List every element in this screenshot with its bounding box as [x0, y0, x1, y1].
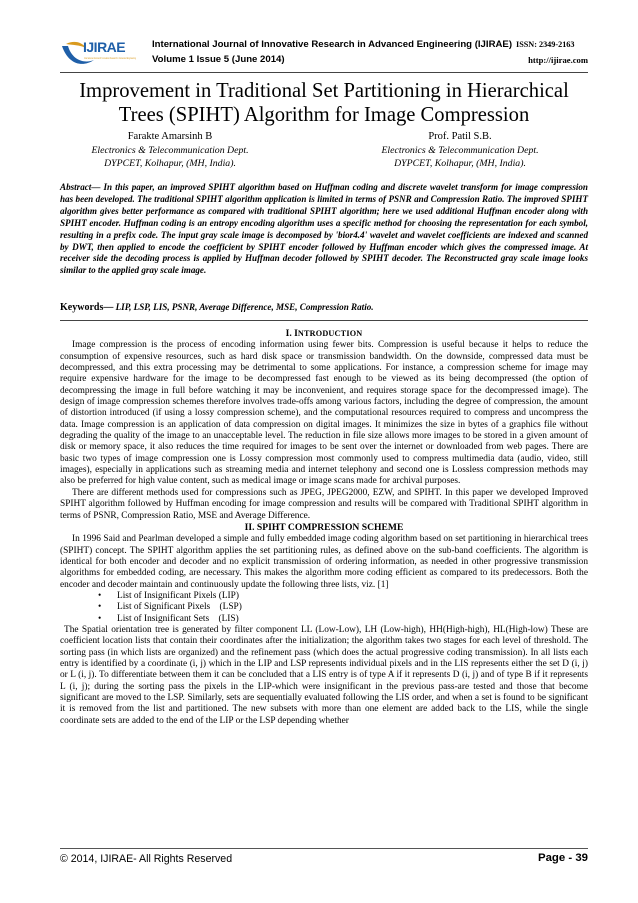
- list-item: [98, 614, 588, 625]
- abstract: [60, 182, 588, 277]
- list-item: [98, 591, 588, 602]
- journal-volume: Volume 1 Issue 5 (June 2014): [152, 54, 285, 65]
- abstract-text: In this paper, an improved SPIHT algorithm based on Huffman coding and discrete wavelet transform for image compression has been developed. The traditional SPIHT algorithm application is limited in terms of PSNR and Compression Ratio. The improved SPIHT algorithm gives better performance as compared with traditional SPIHT algorithm; here we used additional Huffman encoder along with SPIHT encoder. Huffman coding is an entropy encoding algorithm uses a specific method for choosing the representation for each symbol, resulting in a prefix code. The input gray scale image is decomposed by 'bior4.4' wavelet and wavelet coefficients are indexed and scanned by DWT, then applied to encode the coefficient by SPIHT encoder followed by Huffman encoder which gives the compressed image. At receiver side the decoding process is applied by Huffman decoder followed by SPIHT decoder. The Reconstructed gray scale image looks similar to the applied gray scale image.: [60, 182, 588, 276]
- author-dept: Electronics & Telecommunication Dept.: [381, 144, 539, 156]
- footer-page-number: Page - 39: [537, 852, 588, 864]
- list-item-text: List of Insignificant Pixels (LIP): [117, 590, 239, 601]
- journal-title: [152, 39, 574, 50]
- author-name: Prof. Patil S.B.: [428, 131, 492, 142]
- spiht-paragraph-1: In 1996 Said and Pearlman developed a simple and fully embedded image coding algorithm based on set partitioning in hierarchical trees (SPIHT) concept. The SPIHT algorithm applies the set partitioning rules, as defined above on the sub-band coefficients. The algorithm is identical for both encoder and decoder and no explicit transmission of ordering information, as needed in other progressive transmission algorithms for embedded coding, are necessary. This makes the algorithm more coding efficient as compared to its predecessors. Both the encoder and decoder maintain and continuously update the following three lists, viz. [1]: [60, 534, 588, 590]
- author-institution: DYPCET, Kolhapur, (MH, India).: [394, 158, 526, 170]
- bullet-icon: •: [98, 590, 102, 601]
- section-heading-spiht: II. SPIHT COMPRESSION SCHEME: [244, 521, 404, 533]
- journal-name: International Journal of Innovative Research in Advanced Engineering (IJIRAE): [152, 39, 513, 50]
- logo-text: IJIRAE: [83, 39, 126, 55]
- author-name: Farakte Amarsinh B: [127, 131, 213, 142]
- author-institution: DYPCET, Kolhapur, (MH, India).: [104, 158, 236, 170]
- author-block-2: [340, 130, 580, 171]
- section-title-rest: NTRODUCTION: [297, 329, 363, 338]
- footer-copyright: © 2014, IJIRAE- All Rights Reserved: [60, 853, 233, 865]
- bullet-icon: •: [98, 613, 102, 624]
- paper-body: [60, 328, 588, 727]
- keywords-text: LIP, LSP, LIS, PSNR, Average Difference, MSE, Compression Ratio.: [113, 302, 374, 312]
- section-title-initial: I: [294, 328, 298, 339]
- header-divider: [60, 72, 588, 73]
- author-block-1: [50, 130, 290, 171]
- intro-paragraph-2: There are different methods used for compressions such as JPEG, JPEG2000, EZW, and SPIHT. In this paper we developed Improved SPIHT algorithm followed by Huffman encoding for image compression and results will be compared with Traditional SPIHT algorithm in terms of PSNR, Compression Ratio, MSE and Average Difference.: [60, 487, 588, 521]
- footer-divider: [60, 848, 588, 849]
- journal-header: [60, 38, 588, 70]
- intro-paragraph-1: Image compression is the process of encoding information using fewer bits. Compression is useful because it helps to reduce the consumption of expensive resources, such as hard disk space or transmission bandwidth. On the downside, compressed data must be decompressed, and this extra processing may be detrimental to some applications. For instance, a compression scheme for image may require expensive hardware for the image to be decompressed fast enough to be viewed as its being decompressed (the option of decompressing the image in full before watching it may be inconvenient, and requires storage space for the decompressed image). The design of image compression schemes therefore involves trade-offs among various factors, including the degree of compression, the amount of distortion introduced (if using a lossy compression scheme), and the computational resources required to compress and uncompress the data. Image compression is an application of data compression on digital images. It minimizes the size in bytes of a graphics file without degrading the quality of the image to an unacceptable level. The reduction in file size allows more images to be stored in a given amount of disk or memory space, it also reduces the time required for images to be sent over the internet or downloaded from web pages. There are basic two types of image compression one is Lossy compression most commonly used to compress multimedia data (audio, video, still images), especially in applications such as streaming media and internet telephony and second one is Lossless compression methods may also be preferred for high value content, such as medical image or image scans made for archival purposes.: [60, 340, 588, 487]
- author-dept: Electronics & Telecommunication Dept.: [91, 144, 249, 156]
- journal-issn: ISSN: 2349-2163: [516, 40, 575, 49]
- keywords-label: Keywords—: [60, 302, 114, 313]
- section-number: I.: [285, 328, 295, 339]
- logo-subtitle: International Journal of Innovative Research in Advanced Engineering: [84, 57, 165, 60]
- spiht-paragraph-2: The Spatial orientation tree is generated by filter component LL (Low-Low), LH (Low-high), HH(High-high), HL(High-low) These are coefficient location lists that contain their coordinates after the initialization; the algorithm takes two stages for each level of threshold. The sorting pass (in which lists are organized) and the refinement pass (which does the actual progressive coding transmission). In all lists each entry is identified by a coordinate (i, j) which in the LIP and LSP represents individual pixels and in the LIS represents either the set D (i, j) or L (i, j). To differentiate between them it can be concluded that a LIS entry is of type A if it represents D (i, j) and of type B if it represents L (i, j); during the sorting pass the pixels in the LIP-which were insignificant in the previous pass-are tested and those that become significant are moved to the LSP. Similarly, sets are sequentially evaluated following the LIS order, and when a set is found to be significant it is removed from the list and partitioned. The new subsets with more than one element are added back to the LIS, while the single coordinate sets are added to the end of the LIP or the LSP depending whether: [60, 624, 588, 726]
- journal-url[interactable]: http://ijirae.com: [528, 55, 588, 65]
- list-item-text: List of Insignificant Sets (LIS): [117, 613, 239, 624]
- keywords: [60, 301, 588, 314]
- spiht-list: [60, 591, 588, 625]
- list-item-text: List of Significant Pixels (LSP): [117, 602, 242, 613]
- abstract-label: Abstract—: [60, 182, 101, 192]
- section-heading-introduction: [60, 328, 588, 339]
- bullet-icon: •: [98, 602, 102, 613]
- paper-title: Improvement in Traditional Set Partitioning in Hierarchical Trees (SPIHT) Algorithm for Image Compression: [79, 80, 569, 126]
- journal-logo: [60, 38, 165, 68]
- keywords-divider: [60, 320, 588, 321]
- list-item: [98, 602, 588, 613]
